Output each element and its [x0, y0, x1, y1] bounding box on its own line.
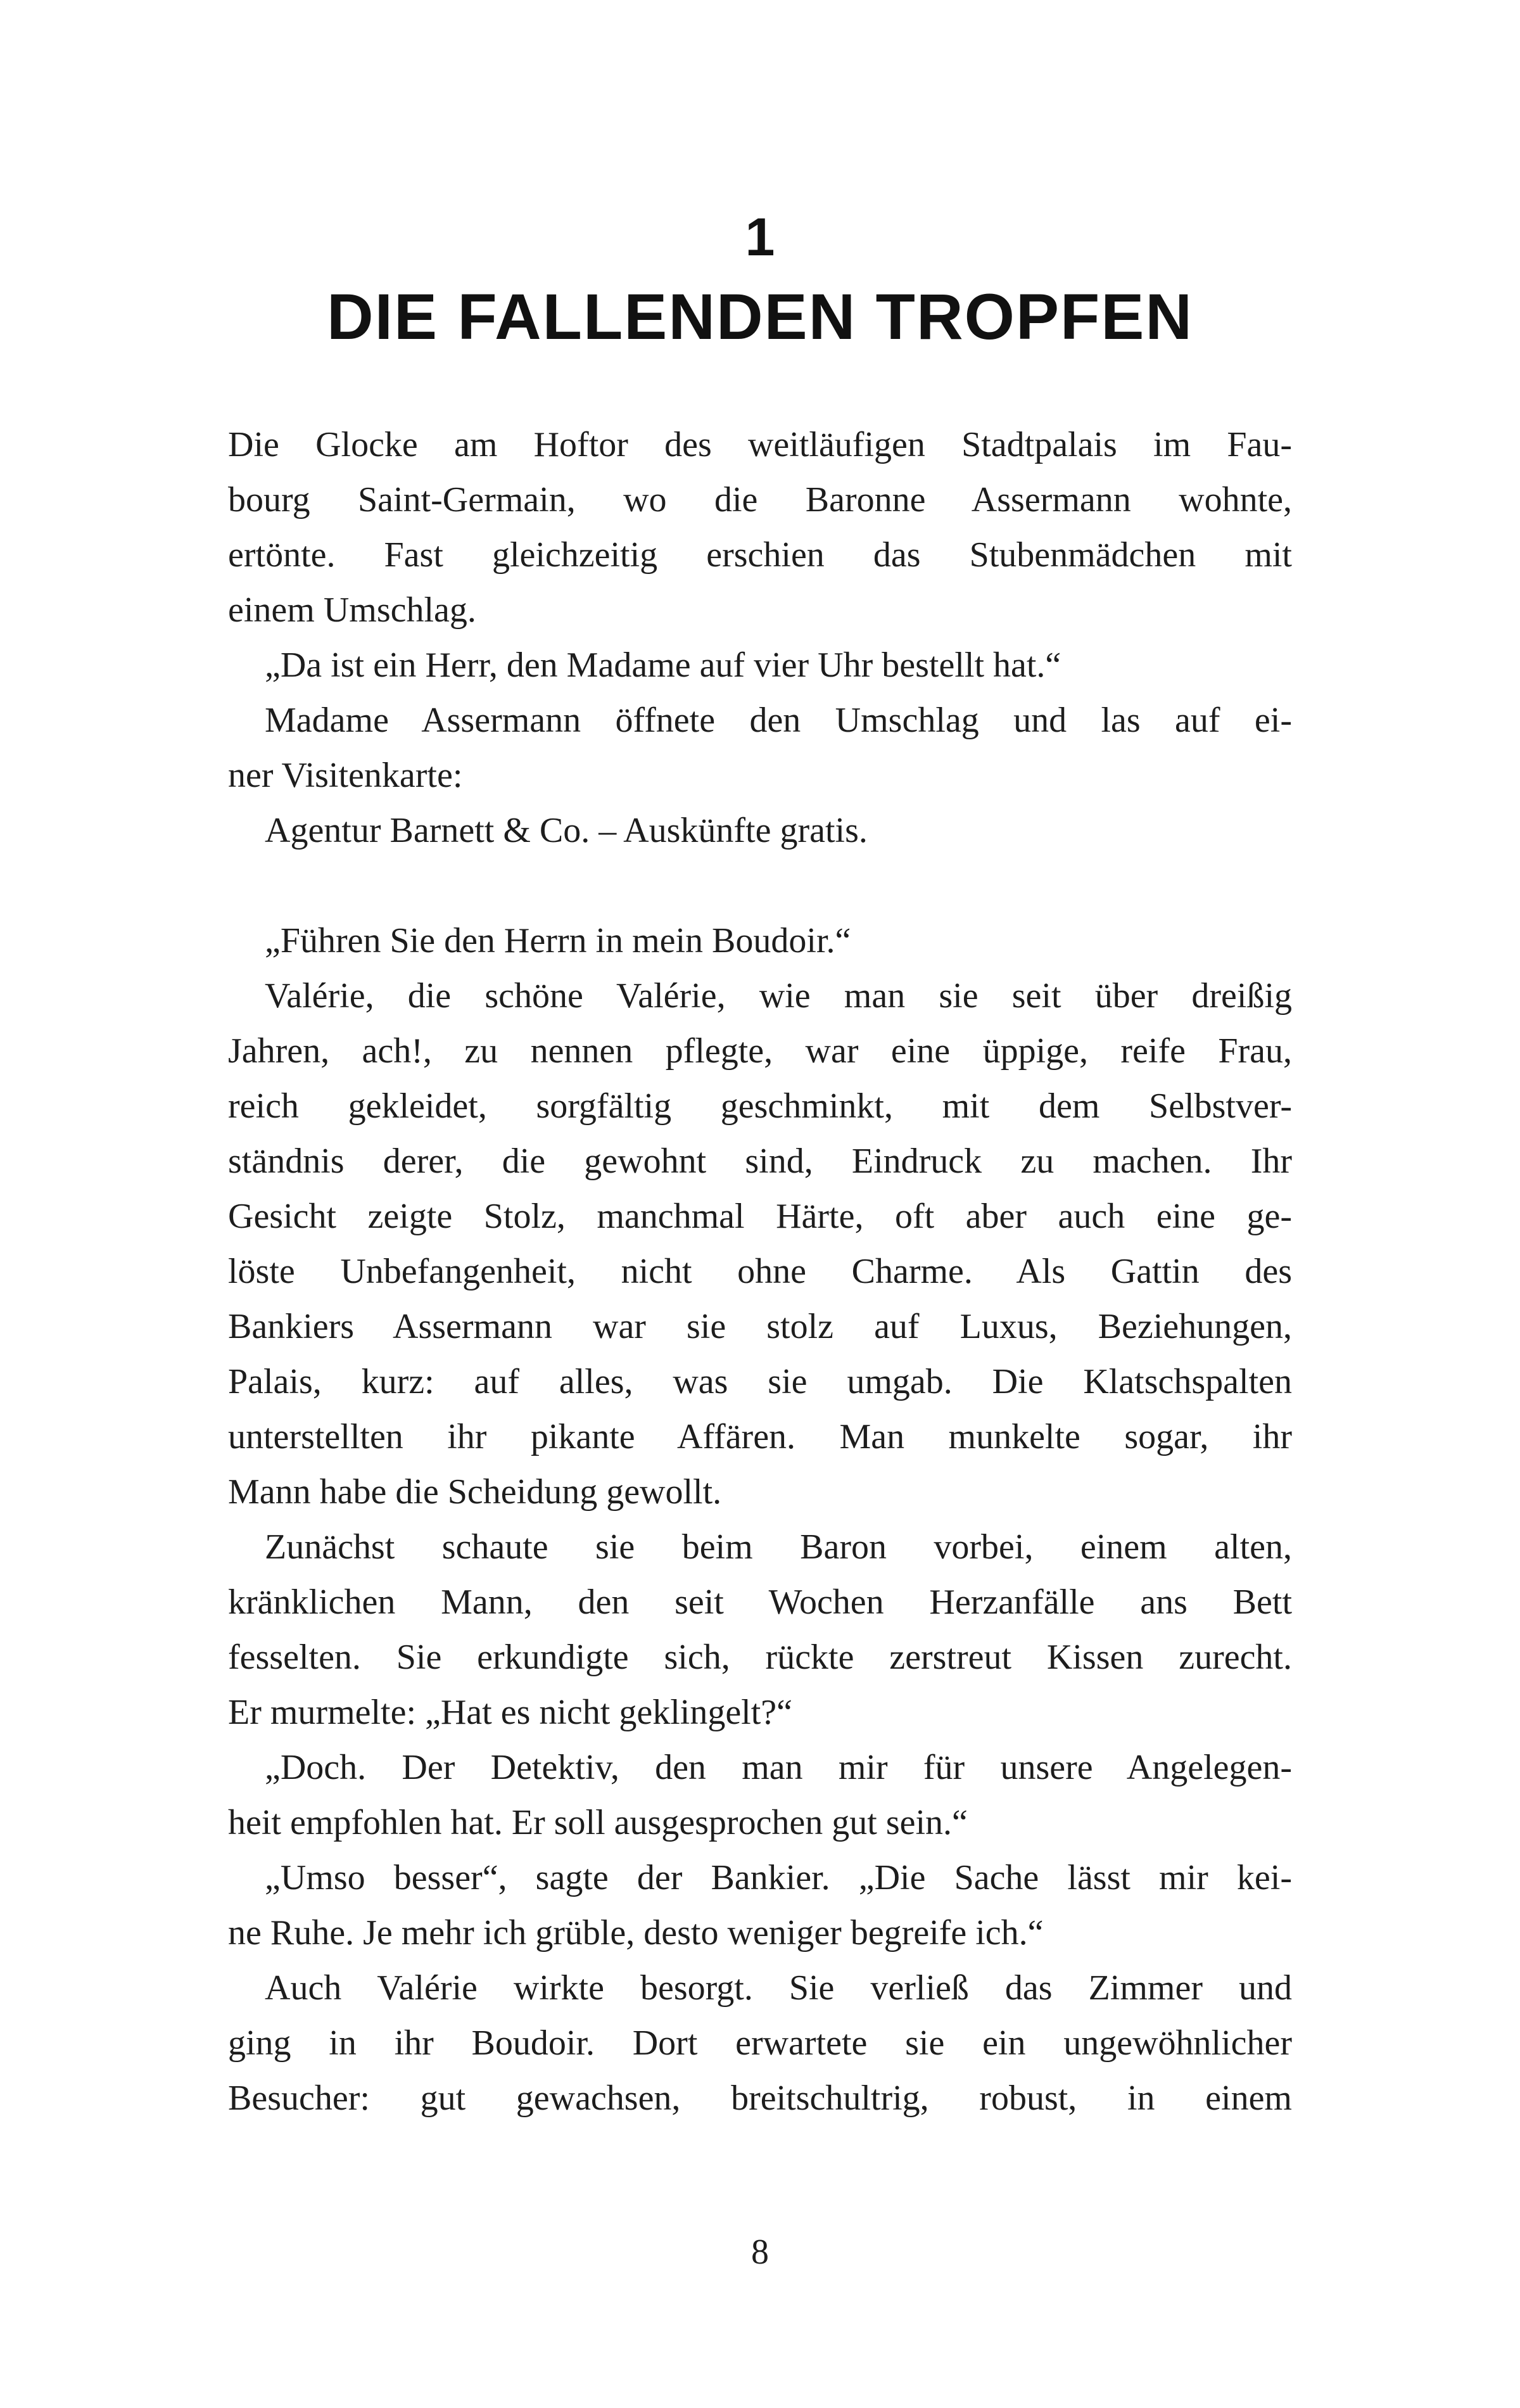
text-line: Auch Valérie wirkte besorgt. Sie verließ das Zimmer und [265, 1968, 1292, 2008]
text-line: kränklichen Mann, den seit Wochen Herzanfälle ans Bett [228, 1583, 1292, 1622]
text-line: Mann habe die Scheidung gewollt. [228, 1472, 722, 1512]
text-line: ner Visitenkarte: [228, 756, 463, 796]
text-line: fesselten. Sie erkundigte sich, rückte zerstreut Kissen zurecht. [228, 1638, 1292, 1678]
text-line: löste Unbefangenheit, nicht ohne Charme. Als Gattin des [228, 1252, 1292, 1292]
text-line: „Doch. Der Detektiv, den man mir für unsere Angelegen- [265, 1748, 1292, 1788]
text-line: Gesicht zeigte Stolz, manchmal Härte, oft aber auch eine ge- [228, 1197, 1292, 1237]
paragraph [228, 1961, 1292, 2126]
text-line: „Umso besser“, sagte der Bankier. „Die Sache lässt mir kei- [265, 1858, 1292, 1898]
paragraph [228, 803, 1292, 858]
text-line: ne Ruhe. Je mehr ich grüble, desto weniger begreife ich.“ [228, 1913, 1044, 1953]
text-line: Die Glocke am Hoftor des weitläufigen Stadtpalais im Fau- [228, 425, 1292, 465]
text-line: „Da ist ein Herr, den Madame auf vier Uhr bestellt hat.“ [265, 646, 1061, 685]
text-line: Jahren, ach!, zu nennen pflegte, war eine üppige, reife Frau, [228, 1031, 1292, 1071]
text-line: Zunächst schaute sie beim Baron vorbei, einem alten, [265, 1527, 1292, 1567]
text-line: Er murmelte: „Hat es nicht geklingelt?“ [228, 1693, 792, 1733]
chapter-title: DIE FALLENDEN TROPFEN [326, 281, 1194, 353]
paragraph [228, 417, 1292, 638]
paragraph [228, 1520, 1292, 1740]
text-line: Palais, kurz: auf alles, was sie umgab. Die Klatschspalten [228, 1362, 1292, 1402]
text-line: ständnis derer, die gewohnt sind, Eindruck zu machen. Ihr [228, 1142, 1292, 1182]
text-line: unterstellten ihr pikante Affären. Man munkelte sogar, ihr [228, 1417, 1292, 1457]
text-line: Valérie, die schöne Valérie, wie man sie seit über dreißig [265, 976, 1292, 1016]
text-line: ertönte. Fast gleichzeitig erschien das Stubenmädchen mit [228, 535, 1292, 575]
paragraph [228, 1851, 1292, 1961]
text-line: Agentur Barnett & Co. – Auskünfte gratis. [265, 811, 868, 851]
text-line: Madame Assermann öffnete den Umschlag und las auf ei- [265, 701, 1292, 741]
text-line: Bankiers Assermann war sie stolz auf Luxus, Beziehungen, [228, 1307, 1292, 1347]
paragraph [228, 638, 1292, 693]
paragraph [228, 693, 1292, 803]
text-line: heit empfohlen hat. Er soll ausgesprochen gut sein.“ [228, 1803, 968, 1843]
text-line: bourg Saint-Germain, wo die Baronne Assermann wohnte, [228, 480, 1292, 520]
paragraph [228, 1740, 1292, 1851]
text-line: Besucher: gut gewachsen, breitschultrig, robust, in einem [228, 2079, 1292, 2118]
text-line: „Führen Sie den Herrn in mein Boudoir.“ [265, 921, 851, 961]
text-line: einem Umschlag. [228, 590, 476, 630]
text-line: ging in ihr Boudoir. Dort erwartete sie ein ungewöhnlicher [228, 2023, 1292, 2063]
text-line: reich gekleidet, sorgfältig geschminkt, mit dem Selbstver- [228, 1086, 1292, 1126]
body-text [228, 417, 1292, 2126]
paragraph [228, 914, 1292, 969]
paragraph [228, 969, 1292, 1520]
page-number: 8 [751, 2232, 769, 2272]
chapter-number: 1 [745, 207, 775, 267]
